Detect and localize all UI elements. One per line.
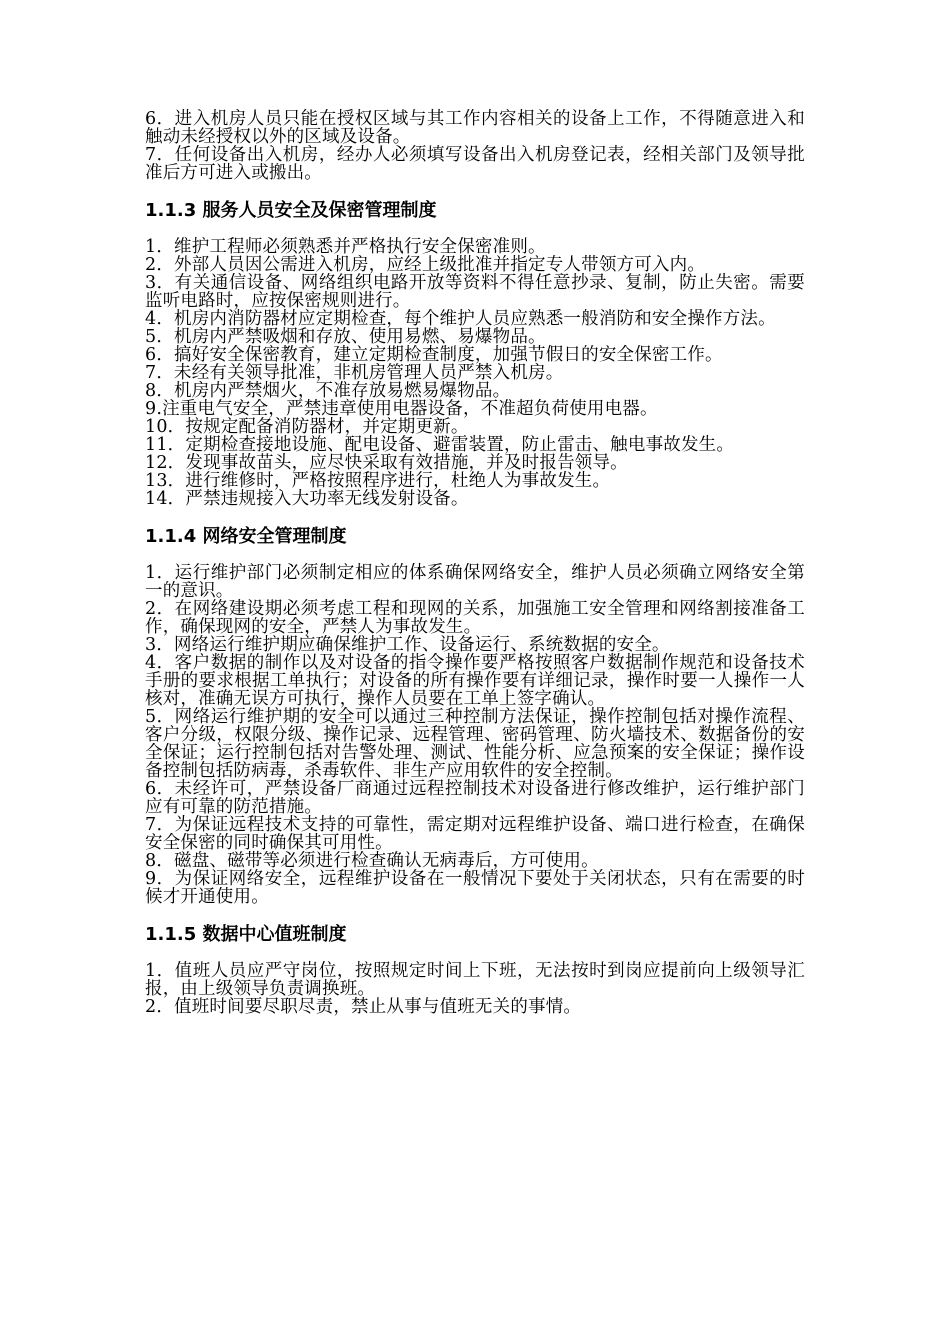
list-item: 5．网络运行维护期的安全可以通过三种控制方法保证，操作控制包括对操作流程、客户分级，权限分级、操作记录、远程管理、密码管理、防火墙技术、数据备份的安全保证；运行控制包括对告警处理、测试、性能分析、应急预案的安全保证；操作设备控制包括防病毒，杀毒软件、非生产应用软件的安全控制。 <box>145 707 805 781</box>
list-item: 2．外部人员因公需进入机房，应经上级批准并指定专人带领方可入内。 <box>145 255 706 275</box>
section-heading-1-1-3: 1.1.3 服务人员安全及保密管理制度 <box>145 200 437 221</box>
section-list-1-1-5 <box>145 962 805 1016</box>
document-page <box>145 110 805 1016</box>
list-item: 7．为保证远程技术支持的可靠性，需定期对远程维护设备、端口进行检查，在确保安全保密的同时确保其可用性。 <box>145 815 805 853</box>
list-item: 7．未经有关领导批准，非机房管理人员严禁入机房。 <box>145 363 564 383</box>
list-item: 6．未经许可，严禁设备厂商通过远程控制技术对设备进行修改维护，运行维护部门应有可靠的防范措施。 <box>145 779 805 817</box>
list-item: 1．运行维护部门必须制定相应的体系确保网络安全，维护人员必须确立网络安全第一的意识。 <box>145 563 805 601</box>
list-item: 3．网络运行维护期应确保维护工作、设备运行、系统数据的安全。 <box>145 635 670 655</box>
list-item: 9．为保证网络安全，远程维护设备在一般情况下要处于关闭状态，只有在需要的时候才开通使用。 <box>145 869 805 907</box>
list-item: 10．按规定配备消防器材，并定期更新。 <box>145 417 469 437</box>
list-item: 14．严禁违规接入大功率无线发射设备。 <box>145 489 469 509</box>
list-item: 3．有关通信设备、网络组织电路开放等资料不得任意抄录、复制，防止失密。需要监听电路时，应按保密规则进行。 <box>145 273 805 311</box>
list-item: 4．机房内消防器材应定期检查，每个维护人员应熟悉一般消防和安全操作方法。 <box>145 309 776 329</box>
intro-list <box>145 110 805 182</box>
section-list-1-1-4 <box>145 564 805 906</box>
list-item: 6．搞好安全保密教育，建立定期检查制度，加强节假日的安全保密工作。 <box>145 345 723 365</box>
list-item: 11．定期检查接地设施、配电设备、避雷装置，防止雷击、触电事故发生。 <box>145 435 735 455</box>
list-item: 8．磁盘、磁带等必须进行检查确认无病毒后，方可使用。 <box>145 851 599 871</box>
list-item: 7．任何设备出入机房，经办人必须填写设备出入机房登记表，经相关部门及领导批准后方可进入或搬出。 <box>145 145 805 183</box>
list-item: 12．发现事故苗头，应尽快采取有效措施，并及时报告领导。 <box>145 453 628 473</box>
list-item: 8．机房内严禁烟火，不准存放易燃易爆物品。 <box>145 381 511 401</box>
list-item: 5．机房内严禁吸烟和存放、使用易燃、易爆物品。 <box>145 327 546 347</box>
list-item: 6．进入机房人员只能在授权区域与其工作内容相关的设备上工作，不得随意进入和触动未经授权以外的区域及设备。 <box>145 109 805 147</box>
list-item: 9.注重电气安全，严禁违章使用电器设备，不准超负荷使用电器。 <box>145 399 658 419</box>
list-item: 4．客户数据的制作以及对设备的指令操作要严格按照客户数据制作规范和设备技术手册的要求根据工单执行；对设备的所有操作要有详细记录，操作时要一人操作一人核对，准确无误方可执行，操作人员要在工单上签字确认。 <box>145 653 805 709</box>
section-list-1-1-3 <box>145 238 805 508</box>
list-item: 13．进行维修时，严格按照程序进行，杜绝人为事故发生。 <box>145 471 611 491</box>
list-item: 2．在网络建设期必须考虑工程和现网的关系，加强施工安全管理和网络割接准备工作，确保现网的安全，严禁人为事故发生。 <box>145 599 805 637</box>
list-item: 2．值班时间要尽职尽责，禁止从事与值班无关的事情。 <box>145 997 582 1017</box>
section-heading-1-1-4: 1.1.4 网络安全管理制度 <box>145 526 347 547</box>
list-item: 1．维护工程师必须熟悉并严格执行安全保密准则。 <box>145 237 546 257</box>
section-heading-1-1-5: 1.1.5 数据中心值班制度 <box>145 924 347 945</box>
list-item: 1．值班人员应严守岗位，按照规定时间上下班，无法按时到岗应提前向上级领导汇报，由上级领导负责调换班。 <box>145 961 805 999</box>
